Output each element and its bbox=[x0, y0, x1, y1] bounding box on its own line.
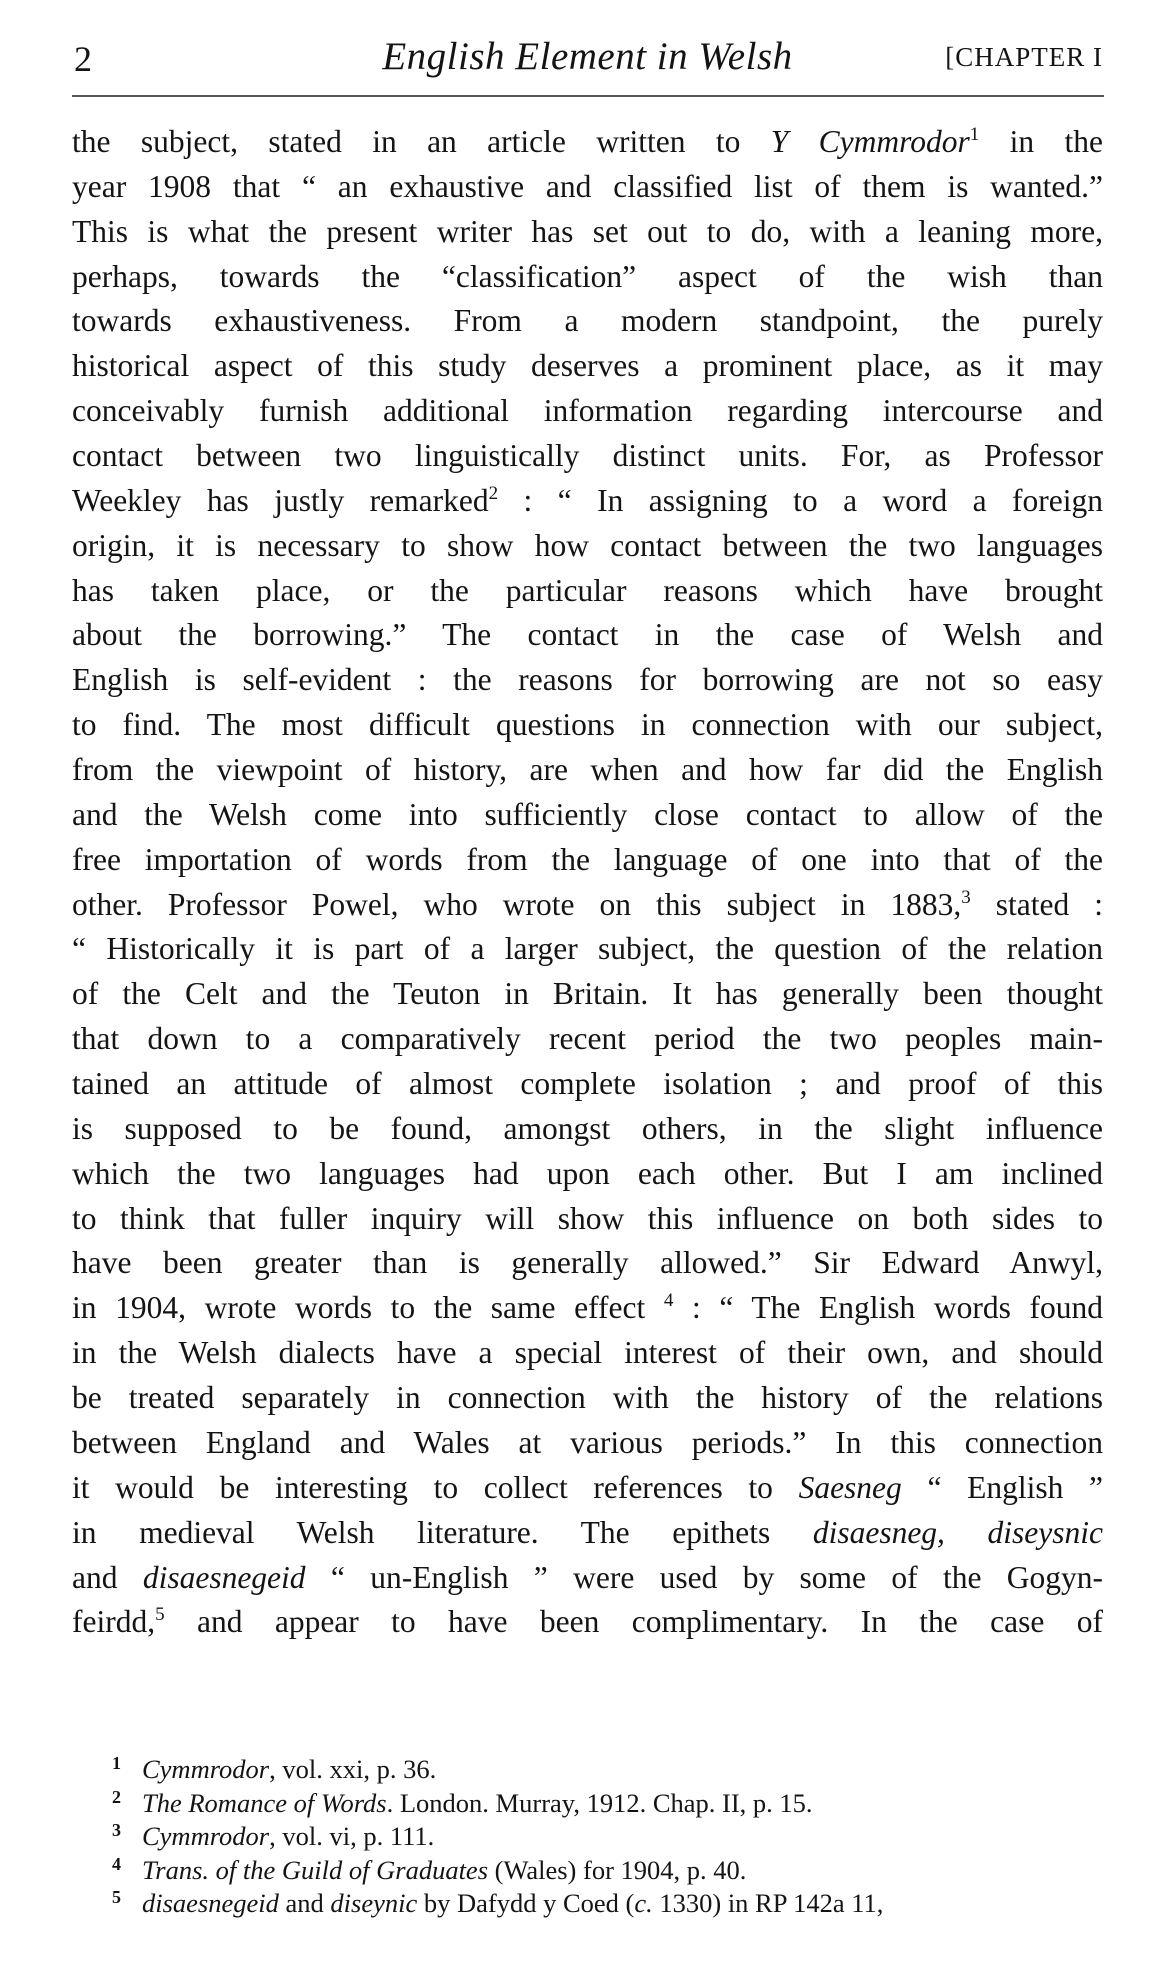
text-line bbox=[72, 972, 1103, 1017]
text-run: to find. The most difficult questions in connection with our subject, bbox=[72, 707, 1103, 743]
text-run: This is what the present writer has set out to do, with a leaning more, bbox=[72, 213, 1103, 249]
italic-text: Cymmrodor bbox=[142, 1754, 270, 1784]
text-line bbox=[72, 255, 1103, 300]
text-run: origin, it is necessary to show how contact between the two languages bbox=[72, 527, 1103, 563]
italic-text: Trans. of the Guild of Graduates bbox=[142, 1854, 489, 1885]
text-line bbox=[72, 479, 1103, 524]
text-run: in the bbox=[979, 124, 1103, 159]
text-run: in 1904, wrote words to the same effect bbox=[72, 1290, 664, 1326]
text-line bbox=[72, 1241, 1103, 1286]
footnote-text bbox=[142, 1854, 746, 1888]
text-run: English is self-evident : the reasons for borrowing are not so easy bbox=[72, 662, 1103, 698]
text-run: of the Celt and the Teuton in Britain. It has generally been thought bbox=[72, 976, 1103, 1012]
text-line bbox=[72, 927, 1103, 972]
text-run: contact between two linguistically distinct units. For, as Professor bbox=[72, 438, 1103, 474]
footnote bbox=[112, 1887, 1112, 1921]
text-line bbox=[72, 748, 1103, 793]
italic-text: c. bbox=[634, 1888, 653, 1918]
text-run: to think that fuller inquiry will show this influence on both sides to bbox=[72, 1200, 1103, 1236]
footnote bbox=[112, 1753, 1112, 1787]
text-line bbox=[72, 434, 1103, 479]
text-line bbox=[72, 569, 1103, 614]
text-line bbox=[72, 210, 1103, 255]
text-line bbox=[72, 389, 1103, 434]
text-line bbox=[72, 1152, 1103, 1197]
text-run: it would be interesting to collect references to bbox=[72, 1469, 799, 1505]
text-line bbox=[72, 1062, 1103, 1107]
text-line bbox=[72, 793, 1103, 838]
text-run: . London. Murray, 1912. Chap. II, p. 15. bbox=[386, 1787, 813, 1818]
footnote-ref[interactable]: 5 bbox=[155, 1604, 165, 1626]
footnote-number: 5 bbox=[112, 1887, 121, 1907]
footnote-number: 4 bbox=[112, 1853, 121, 1874]
text-line bbox=[72, 703, 1103, 748]
italic-text: The Romance of Words bbox=[142, 1787, 387, 1818]
body-text bbox=[72, 120, 1103, 1645]
text-run: feirdd, bbox=[72, 1604, 156, 1640]
text-line bbox=[72, 1376, 1103, 1421]
text-run: “ English ” bbox=[901, 1469, 1103, 1505]
text-line bbox=[72, 1107, 1103, 1152]
header-rule bbox=[72, 95, 1104, 97]
text-run: be treated separately in connection with the history of the relations bbox=[72, 1380, 1103, 1416]
footnote-ref[interactable]: 4 bbox=[663, 1290, 674, 1312]
footnote-number: 3 bbox=[112, 1820, 121, 1840]
text-run: that down to a comparatively recent period the two peoples main- bbox=[72, 1021, 1103, 1057]
text-run: (Wales) for 1904, p. 40. bbox=[488, 1854, 747, 1885]
text-run: has taken place, or the particular reasons which have brought bbox=[72, 572, 1103, 608]
text-run: the subject, stated in an article written to bbox=[72, 124, 771, 159]
text-line bbox=[72, 1466, 1103, 1511]
text-run: is supposed to be found, amongst others, in the slight influence bbox=[72, 1110, 1103, 1146]
text-line bbox=[72, 1421, 1103, 1466]
text-run: have been greater than is generally allowed.” Sir Edward Anwyl, bbox=[72, 1245, 1103, 1281]
footnote bbox=[112, 1787, 1112, 1821]
text-line bbox=[72, 165, 1103, 210]
text-line bbox=[72, 613, 1103, 658]
text-run: about the borrowing.” The contact in the case of Welsh and bbox=[72, 617, 1103, 653]
text-run: and bbox=[72, 1559, 143, 1595]
footnote-ref[interactable]: 1 bbox=[969, 124, 980, 145]
text-line bbox=[72, 120, 1103, 165]
italic-text: Saesneg bbox=[798, 1469, 902, 1505]
text-run: towards exhaustiveness. From a modern standpoint, the purely bbox=[72, 303, 1103, 339]
footnotes bbox=[112, 1753, 1112, 1921]
footnote-text bbox=[142, 1787, 813, 1821]
text-line bbox=[72, 1556, 1103, 1601]
footnote-ref[interactable]: 2 bbox=[488, 482, 499, 504]
italic-text: disaesnegeid bbox=[142, 1888, 279, 1918]
text-run: : “ The English words found bbox=[673, 1290, 1103, 1326]
page-number: 2 bbox=[74, 39, 92, 79]
text-run: Weekley has justly remarked bbox=[72, 482, 489, 518]
text-line bbox=[72, 1331, 1103, 1376]
text-line bbox=[72, 658, 1103, 703]
italic-text: Y Cymmrodor bbox=[770, 124, 970, 159]
footnote-number: 2 bbox=[112, 1786, 121, 1807]
text-line bbox=[72, 1286, 1103, 1331]
text-run: in the Welsh dialects have a special interest of their own, and should bbox=[72, 1335, 1103, 1371]
text-run: by Dafydd y Coed ( bbox=[417, 1888, 635, 1918]
text-run: “ Historically it is part of a larger subject, the question of the relation bbox=[72, 931, 1103, 967]
running-title: English Element in Welsh bbox=[382, 35, 793, 78]
footnote-text bbox=[142, 1887, 883, 1921]
text-run: perhaps, towards the “classification” aspect of the wish than bbox=[72, 258, 1103, 294]
footnote bbox=[112, 1854, 1112, 1888]
text-run: and the Welsh come into sufficiently close contact to allow of the bbox=[72, 796, 1103, 832]
chapter-label: [CHAPTER I bbox=[945, 42, 1103, 72]
text-run: stated : bbox=[970, 886, 1103, 922]
text-run: historical aspect of this study deserves a prominent place, as it may bbox=[72, 348, 1103, 384]
footnote bbox=[112, 1820, 1112, 1854]
text-run: conceivably furnish additional information regarding intercourse and bbox=[72, 393, 1103, 429]
text-line bbox=[72, 1600, 1103, 1645]
text-line bbox=[72, 1197, 1103, 1242]
text-line bbox=[72, 838, 1103, 883]
text-run: from the viewpoint of history, are when and how far did the English bbox=[72, 752, 1103, 788]
text-run: , vol. xxi, p. 36. bbox=[269, 1754, 437, 1784]
text-line bbox=[72, 1511, 1103, 1556]
text-run: year 1908 that “ an exhaustive and classified list of them is wanted.” bbox=[72, 168, 1103, 204]
text-line bbox=[72, 883, 1103, 928]
text-run: and appear to have been complimentary. In the case of bbox=[164, 1604, 1103, 1640]
footnote-text bbox=[142, 1753, 436, 1787]
text-line bbox=[72, 299, 1103, 344]
text-run: tained an attitude of almost complete isolation ; and proof of this bbox=[72, 1066, 1103, 1102]
text-line bbox=[72, 524, 1103, 569]
text-run: : “ In assigning to a word a foreign bbox=[498, 482, 1103, 518]
italic-text: Cymmrodor bbox=[142, 1821, 270, 1851]
text-run: between England and Wales at various periods.” In this connection bbox=[72, 1424, 1103, 1460]
text-run: “ un-English ” were used by some of the Gogyn- bbox=[305, 1559, 1103, 1595]
text-run: 1330) in RP 142a 11, bbox=[652, 1888, 884, 1918]
text-run: which the two languages had upon each other. But I am inclined bbox=[72, 1155, 1103, 1191]
footnote-ref[interactable]: 3 bbox=[961, 886, 971, 908]
text-line bbox=[72, 344, 1103, 389]
italic-text: diseynic bbox=[330, 1888, 418, 1918]
italic-text: disaesnegeid bbox=[142, 1559, 306, 1595]
text-run: free importation of words from the language of one into that of the bbox=[72, 841, 1103, 877]
text-run: in medieval Welsh literature. The epithets bbox=[72, 1514, 813, 1550]
text-run: , vol. vi, p. 111. bbox=[269, 1821, 435, 1851]
text-line bbox=[72, 1017, 1103, 1062]
footnote-text bbox=[142, 1820, 434, 1854]
running-header bbox=[72, 30, 1103, 90]
footnote-number: 1 bbox=[112, 1753, 121, 1773]
text-run: and bbox=[278, 1888, 331, 1918]
text-run: other. Professor Powel, who wrote on this subject in 1883, bbox=[72, 886, 962, 922]
italic-text: disaesneg, diseysnic bbox=[812, 1514, 1103, 1550]
